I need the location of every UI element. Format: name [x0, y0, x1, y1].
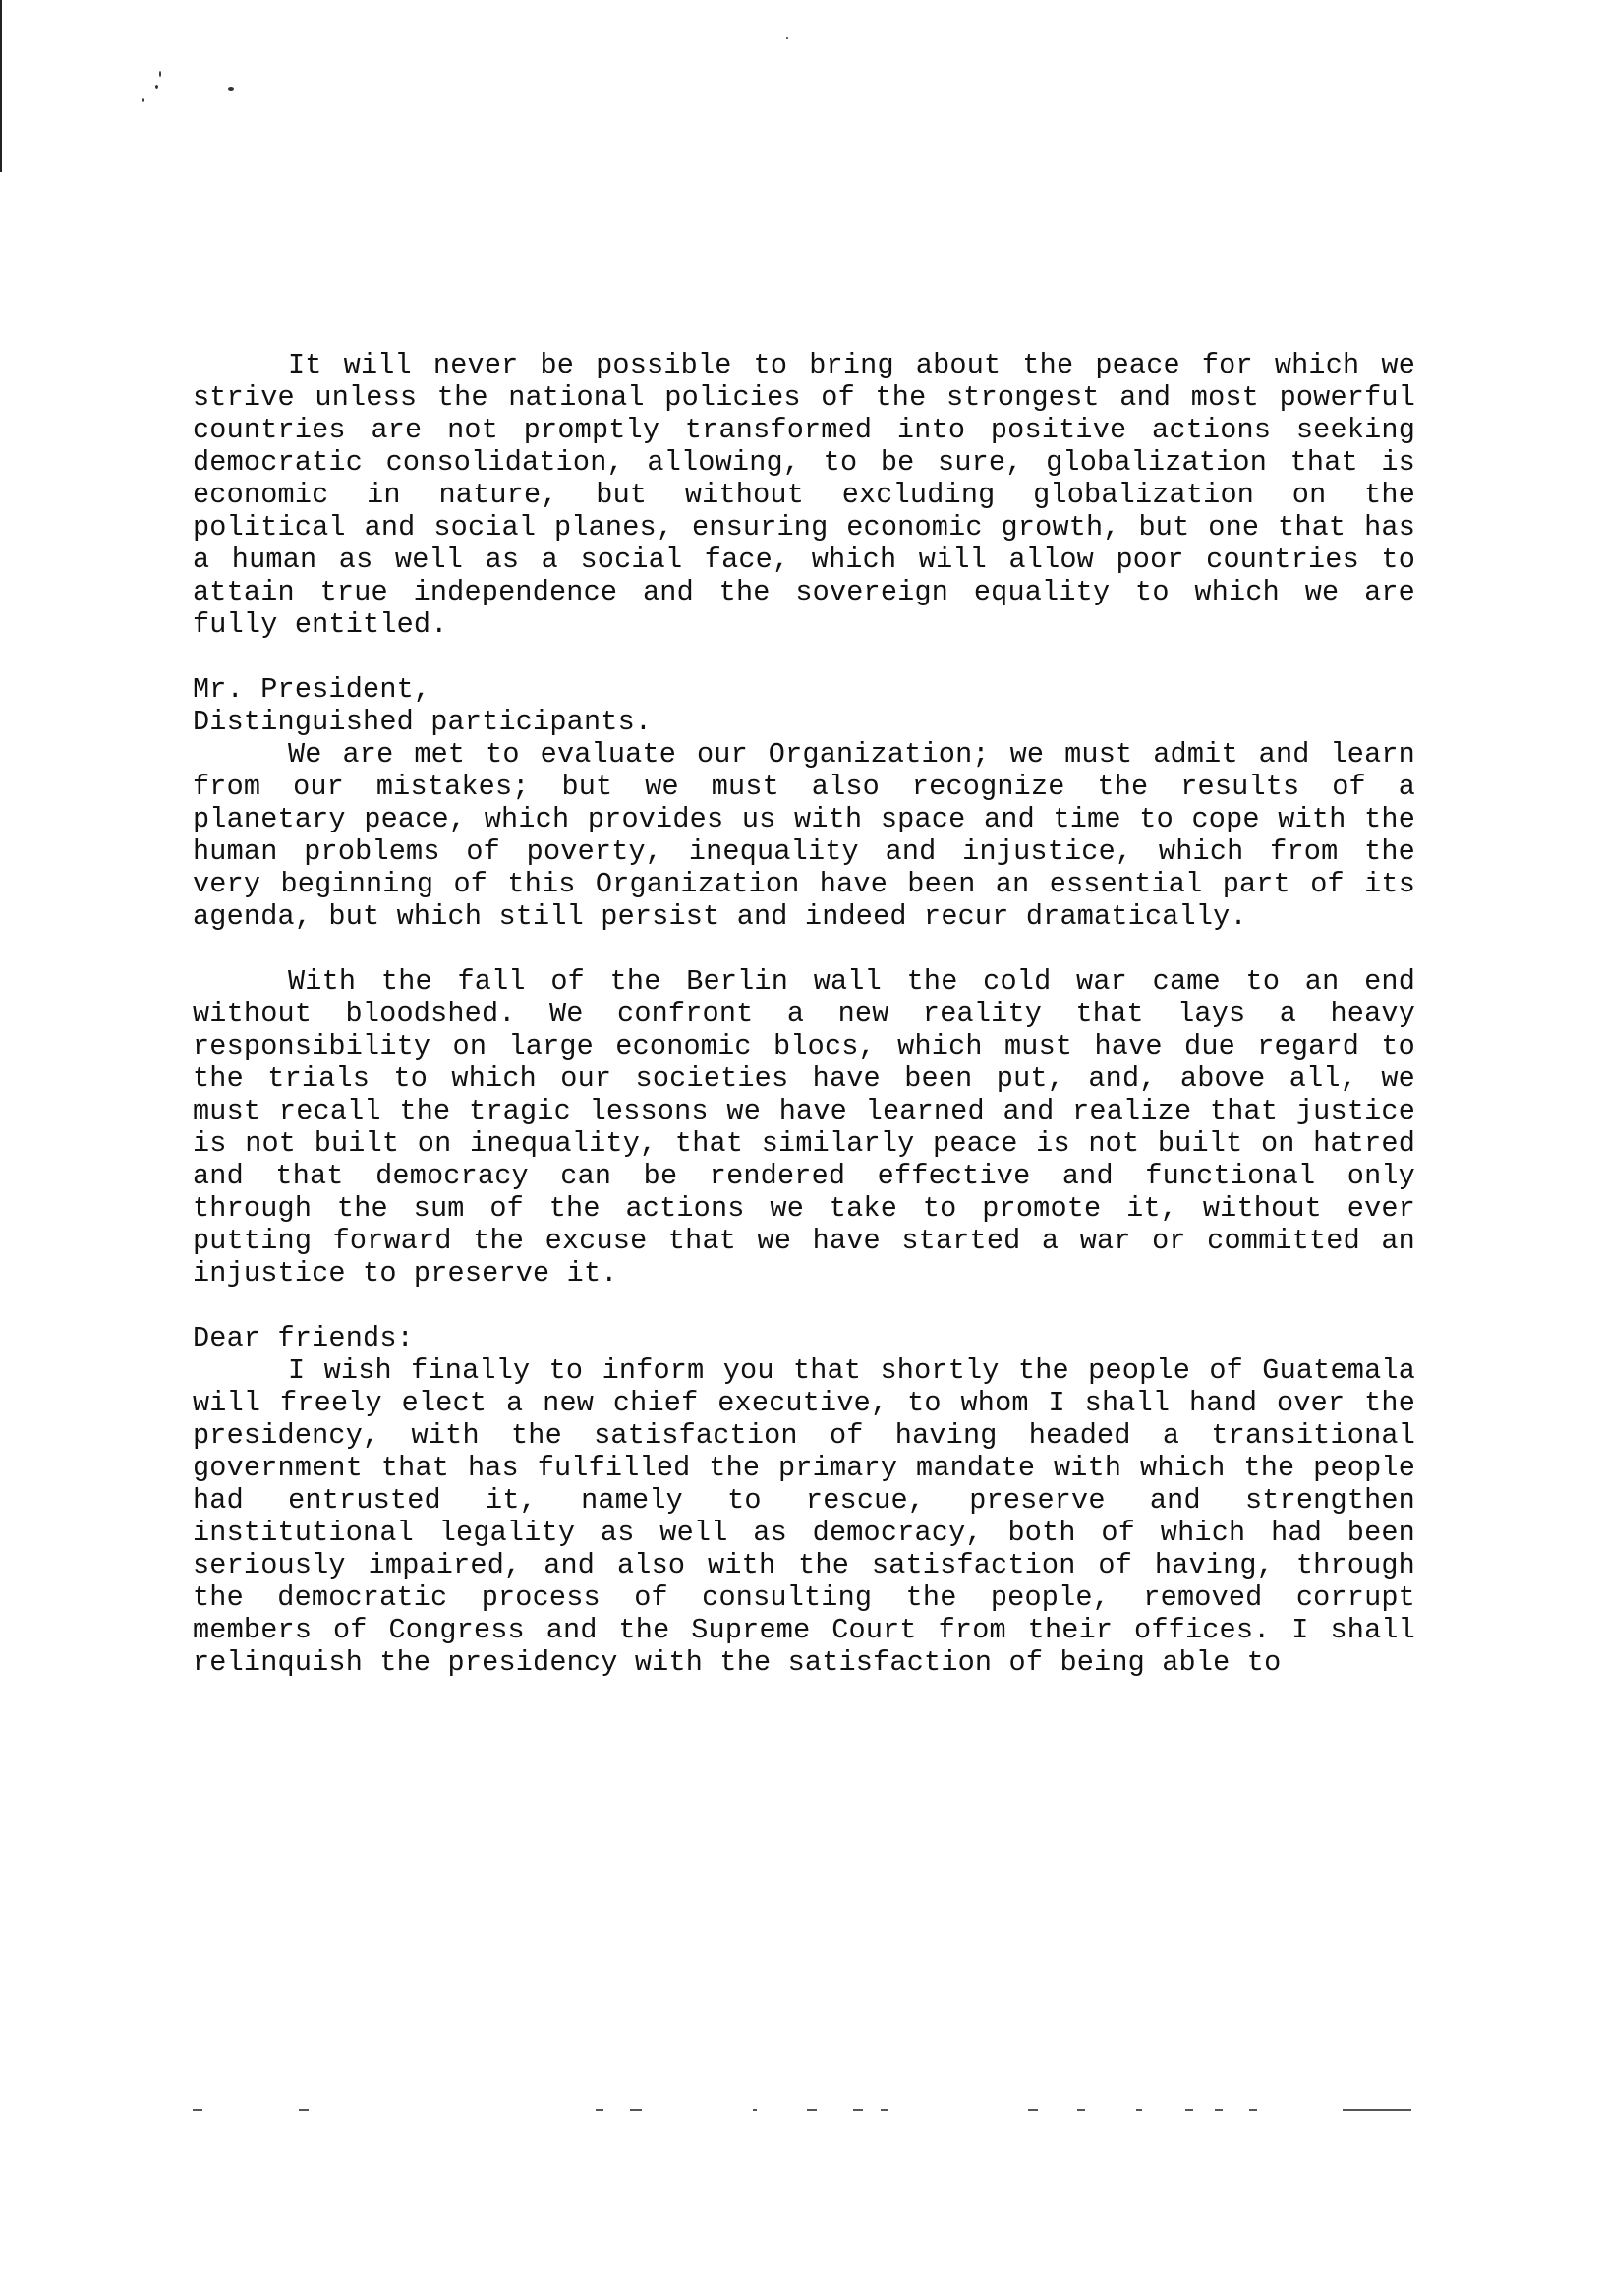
scan-speck [228, 87, 234, 91]
scan-footer-dashes [193, 2109, 1415, 2113]
greeting-dear-friends: Dear friends: [193, 1322, 414, 1354]
paragraph-peace-globalization: It will never be possible to bring about the peace for which we strive unless the national policies of the strongest and most powerful countries are not promptly transformed into positive actions seeking democratic consolidation, allowing, to be sure, globalization that is economic in nature, but without excluding globalization on the political and social planes, ensuring economic growth, but one that has a human as well as a social face, which will allow poor countries to attain true independence and the sovereign equality to which we are fully entitled. [193, 349, 1415, 641]
paragraph-guatemala-election: I wish finally to inform you that shortly the people of Guatemala will freely elect a new chief executive, to whom I shall hand over the presidency, with the satisfaction of having headed a transitional government that has fulfilled the primary mandate with which the people had entrusted it, namely to rescue, preserve and strengthen institutional legality as well as democracy, both of which had been seriously impaired, and also with the satisfaction of having, through the democratic process of consulting the people, removed corrupt members of Congress and the Supreme Court from their offices. I shall relinquish the presidency with the satisfaction of being able to [193, 1354, 1415, 1679]
scan-speck [786, 37, 788, 39]
paragraph-berlin-wall: With the fall of the Berlin wall the cold war came to an end without bloodshed. We confront a new reality that lays a heavy responsibility on large economic blocs, which must have due regard to the trials to which our societies have been put, and, above all, we must recall the tragic lessons we have learned and realize that justice is not built on inequality, that similarly peace is not built on hatred and that democracy can be rendered effective and functional only through the sum of the actions we take to promote it, without ever putting forward the excuse that we have started a war or committed an injustice to preserve it. [193, 965, 1415, 1290]
scan-speck [159, 71, 161, 77]
scan-speck [142, 98, 144, 102]
document-body [193, 349, 1415, 1679]
scan-speck [155, 85, 158, 89]
paragraph-evaluate-organization: We are met to evaluate our Organization; we must admit and learn from our mistakes; but we must also recognize the results of a planetary peace, which provides us with space and time to cope with the human problems of poverty, inequality and injustice, which from the very beginning of this Organization have been an essential part of its agenda, but which still persist and indeed recur dramatically. [193, 738, 1415, 933]
address-line-president: Mr. President, [193, 673, 431, 706]
scan-edge-mark [0, 0, 2, 172]
address-line-participants: Distinguished participants. [193, 706, 653, 738]
